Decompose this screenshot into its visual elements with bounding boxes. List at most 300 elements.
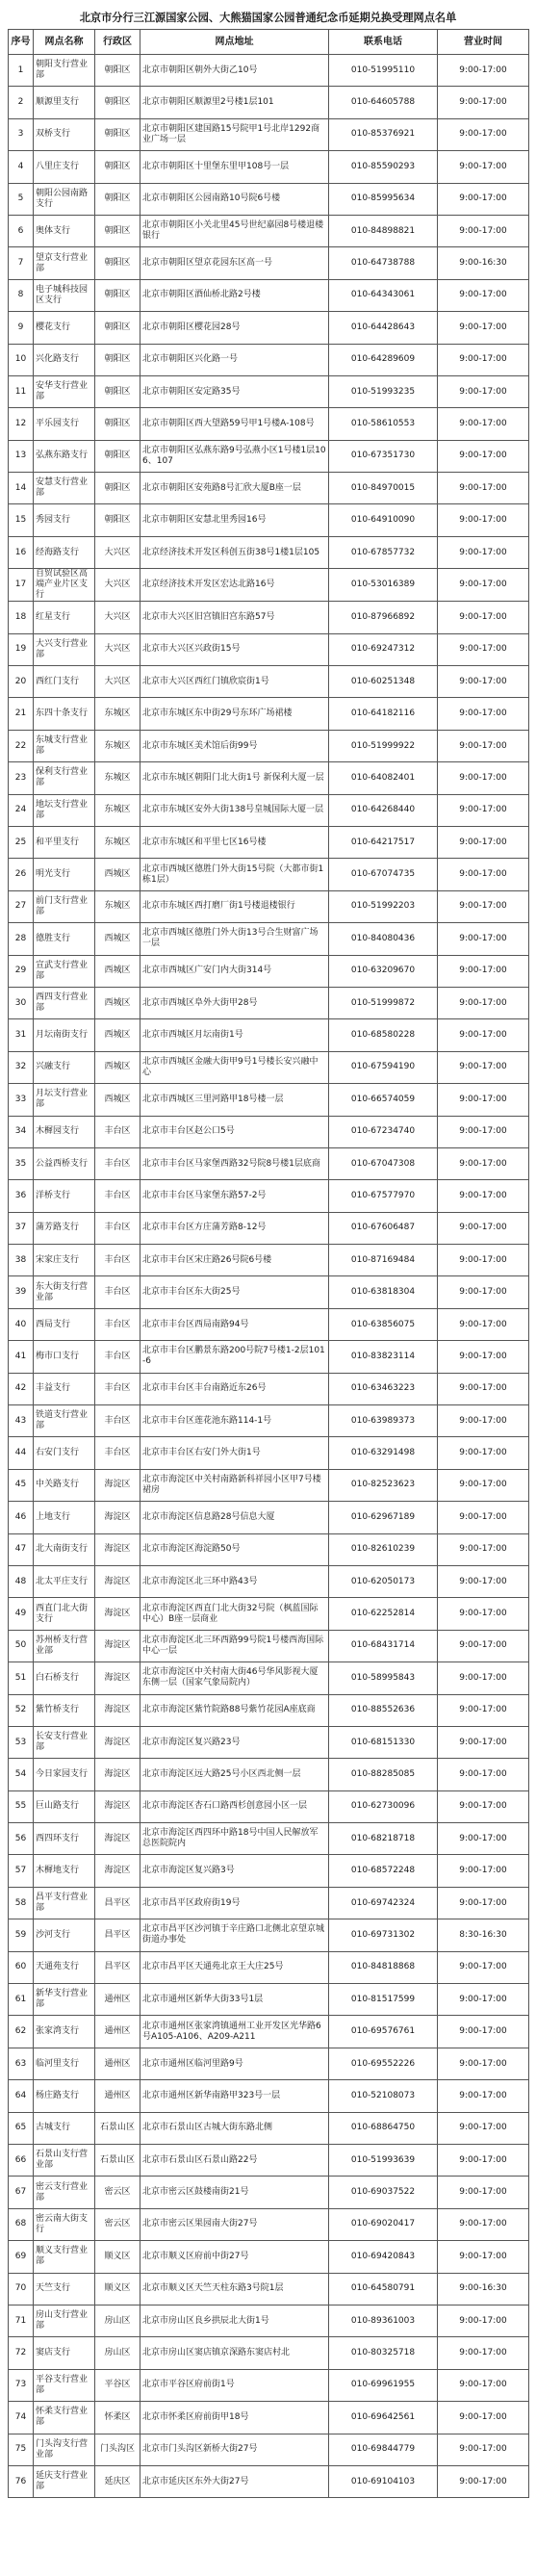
cell-index: 7 [9,247,34,279]
cell-branch-name: 自贸试验区高端产业片区支行 [34,569,95,602]
cell-phone: 010-64910090 [329,504,438,536]
cell-index: 6 [9,215,34,246]
cell-hours: 9:00-17:00 [438,1147,529,1179]
table-row [9,2434,529,2465]
cell-phone: 010-58995843 [329,1662,438,1694]
cell-district: 朝阳区 [95,279,140,311]
cell-hours: 9:00-17:00 [438,1887,529,1919]
cell-hours: 9:00-17:00 [438,2016,529,2048]
cell-address: 北京经济技术开发区宏达北路16号 [140,569,329,602]
cell-branch-name: 蒲芳路支行 [34,1212,95,1244]
cell-address: 北京市朝阳区十里堡东里甲108号一层 [140,151,329,183]
cell-phone: 010-64580791 [329,2273,438,2305]
table-row [9,2112,529,2144]
table-row [9,633,529,665]
table-row [9,118,529,150]
table-row [9,1951,529,1983]
cell-phone: 010-51993639 [329,2145,438,2177]
header-hours: 营业时间 [438,30,529,55]
cell-district: 西城区 [95,955,140,987]
cell-index: 8 [9,279,34,311]
cell-hours: 9:00-17:00 [438,1341,529,1373]
cell-phone: 010-85376921 [329,118,438,150]
cell-branch-name: 昌平支行营业部 [34,1887,95,1919]
cell-address: 北京市朝阳区顺源里2号楼1层101 [140,87,329,118]
cell-branch-name: 安慧支行营业部 [34,473,95,504]
cell-address: 北京市西城区德胜门外大街13号合生财富广场一层 [140,923,329,955]
table-row [9,2016,529,2048]
cell-index: 57 [9,1855,34,1887]
table-row [9,2241,529,2273]
cell-phone: 010-63463223 [329,1373,438,1404]
cell-branch-name: 西红门支行 [34,666,95,698]
cell-index: 24 [9,794,34,826]
cell-address: 北京市朝阳区安定路35号 [140,375,329,407]
cell-branch-name: 右安门支行 [34,1437,95,1469]
cell-branch-name: 兴融支行 [34,1051,95,1083]
cell-hours: 9:00-17:00 [438,55,529,87]
cell-branch-name: 西四支行营业部 [34,987,95,1018]
cell-index: 16 [9,536,34,568]
cell-district: 丰台区 [95,1147,140,1179]
cell-hours: 9:00-17:00 [438,987,529,1018]
cell-phone: 010-85995634 [329,183,438,215]
cell-phone: 010-89361003 [329,2305,438,2336]
cell-index: 65 [9,2112,34,2144]
cell-phone: 010-81517599 [329,1984,438,2016]
cell-hours: 9:00-17:00 [438,1502,529,1533]
cell-branch-name: 白石桥支行 [34,1662,95,1694]
cell-address: 北京市朝阳区安苑路8号汇欣大厦B座一层 [140,473,329,504]
cell-phone: 010-82523623 [329,1469,438,1501]
cell-address: 北京市朝阳区樱花园28号 [140,312,329,344]
cell-phone: 010-88285085 [329,1759,438,1790]
cell-index: 1 [9,55,34,87]
table-row [9,1984,529,2016]
cell-phone: 010-80325718 [329,2337,438,2369]
cell-address: 北京市海淀区紫竹院路88号紫竹花园A座底商 [140,1694,329,1726]
cell-phone: 010-67577970 [329,1180,438,1212]
table-row [9,698,529,730]
table-row [9,2465,529,2497]
cell-index: 19 [9,633,34,665]
cell-district: 大兴区 [95,666,140,698]
cell-district: 海淀区 [95,1630,140,1662]
cell-address: 北京市朝阳区望京花园东区高一号 [140,247,329,279]
cell-hours: 9:00-17:00 [438,1437,529,1469]
cell-district: 海淀区 [95,1823,140,1855]
cell-phone: 010-85590293 [329,151,438,183]
table-row [9,1051,529,1083]
cell-district: 东城区 [95,730,140,761]
cell-hours: 9:00-17:00 [438,408,529,440]
table-row [9,1598,529,1630]
cell-address: 北京市海淀区远大路25号小区西北侧一层 [140,1759,329,1790]
table-row [9,955,529,987]
cell-address: 北京市东城区安外大街138号皇城国际大厦一层 [140,794,329,826]
cell-phone: 010-64182116 [329,698,438,730]
cell-district: 朝阳区 [95,344,140,375]
cell-hours: 9:00-17:00 [438,1533,529,1565]
cell-address: 北京市房山区良乡拱辰北大街1号 [140,2305,329,2336]
cell-hours: 9:00-17:00 [438,1823,529,1855]
table-header-row [9,30,529,55]
cell-index: 47 [9,1533,34,1565]
cell-branch-name: 房山支行营业部 [34,2305,95,2336]
cell-district: 通州区 [95,1984,140,2016]
cell-hours: 9:00-17:00 [438,344,529,375]
cell-district: 西城区 [95,923,140,955]
table-row [9,1308,529,1340]
cell-phone: 010-82610239 [329,1533,438,1565]
table-row [9,923,529,955]
cell-hours: 9:00-17:00 [438,890,529,922]
cell-index: 27 [9,890,34,922]
cell-index: 58 [9,1887,34,1919]
cell-branch-name: 天竺支行 [34,2273,95,2305]
cell-hours: 9:00-17:00 [438,859,529,890]
cell-phone: 010-84898821 [329,215,438,246]
cell-phone: 010-62050173 [329,1565,438,1597]
cell-index: 4 [9,151,34,183]
table-row [9,666,529,698]
cell-hours: 9:00-17:00 [438,1019,529,1051]
cell-district: 丰台区 [95,1308,140,1340]
cell-district: 房山区 [95,2305,140,2336]
cell-hours: 9:00-17:00 [438,151,529,183]
cell-phone: 010-67594190 [329,1051,438,1083]
table-row [9,473,529,504]
cell-address: 北京市西城区广安门内大街314号 [140,955,329,987]
cell-index: 63 [9,2048,34,2079]
cell-index: 14 [9,473,34,504]
cell-phone: 010-84970015 [329,473,438,504]
cell-phone: 010-68151330 [329,1726,438,1758]
cell-index: 10 [9,344,34,375]
cell-address: 北京市东城区西打磨厂街1号楼退楼银行 [140,890,329,922]
cell-phone: 010-69844779 [329,2434,438,2465]
cell-phone: 010-69576761 [329,2016,438,2048]
cell-branch-name: 西直门北大街支行 [34,1598,95,1630]
cell-branch-name: 德胜支行 [34,923,95,955]
cell-district: 昌平区 [95,1887,140,1919]
cell-hours: 9:00-17:00 [438,1373,529,1404]
cell-hours: 9:00-17:00 [438,1790,529,1822]
cell-phone: 010-67047308 [329,1147,438,1179]
cell-branch-name: 上地支行 [34,1502,95,1533]
cell-index: 20 [9,666,34,698]
cell-index: 42 [9,1373,34,1404]
cell-address: 北京市朝阳区安慧北里秀园16号 [140,504,329,536]
cell-hours: 9:00-16:30 [438,247,529,279]
table-row [9,826,529,858]
cell-index: 37 [9,1212,34,1244]
cell-district: 朝阳区 [95,87,140,118]
cell-district: 东城区 [95,698,140,730]
cell-phone: 010-68218718 [329,1823,438,1855]
table-row [9,730,529,761]
cell-hours: 9:00-17:00 [438,215,529,246]
cell-hours: 9:00-17:00 [438,1630,529,1662]
header-index: 序号 [9,30,34,55]
cell-branch-name: 地坛支行营业部 [34,794,95,826]
cell-hours: 9:00-17:00 [438,1276,529,1308]
cell-hours: 9:00-17:00 [438,2112,529,2144]
cell-index: 76 [9,2465,34,2497]
cell-index: 69 [9,2241,34,2273]
cell-hours: 9:00-17:00 [438,1759,529,1790]
cell-district: 海淀区 [95,1662,140,1694]
table-row [9,2305,529,2336]
cell-index: 73 [9,2369,34,2401]
cell-address: 北京市通州区张家湾镇通州工业开发区光华路6号A105-A106、A209-A211 [140,2016,329,2048]
table-row [9,1887,529,1919]
cell-branch-name: 红星支行 [34,602,95,633]
cell-phone: 010-69037522 [329,2177,438,2208]
cell-phone: 010-63989373 [329,1405,438,1437]
cell-index: 9 [9,312,34,344]
cell-branch-name: 杨庄路支行 [34,2080,95,2112]
cell-address: 北京市海淀区复兴路23号 [140,1726,329,1758]
table-row [9,2177,529,2208]
cell-district: 东城区 [95,794,140,826]
table-row [9,1823,529,1855]
cell-phone: 010-51993235 [329,375,438,407]
cell-index: 3 [9,118,34,150]
cell-district: 昌平区 [95,1919,140,1951]
table-row [9,504,529,536]
table-row [9,344,529,375]
cell-hours: 9:00-17:00 [438,473,529,504]
cell-address: 北京市朝阳区酒仙桥北路2号楼 [140,279,329,311]
table-row [9,2080,529,2112]
cell-district: 朝阳区 [95,504,140,536]
cell-district: 通州区 [95,2080,140,2112]
cell-phone: 010-69731302 [329,1919,438,1951]
cell-index: 70 [9,2273,34,2305]
cell-branch-name: 和平里支行 [34,826,95,858]
cell-address: 北京市朝阳区小关北里45号世纪嘉园8号楼退楼银行 [140,215,329,246]
cell-branch-name: 前门支行营业部 [34,890,95,922]
table-row [9,1245,529,1276]
cell-district: 丰台区 [95,1212,140,1244]
cell-hours: 9:00-17:00 [438,2080,529,2112]
cell-phone: 010-64082401 [329,762,438,794]
table-row [9,1116,529,1147]
cell-phone: 010-63818304 [329,1276,438,1308]
cell-branch-name: 经海路支行 [34,536,95,568]
cell-district: 海淀区 [95,1726,140,1758]
cell-branch-name: 宣武支行营业部 [34,955,95,987]
cell-index: 33 [9,1084,34,1116]
table-row [9,1180,529,1212]
cell-district: 西城区 [95,1084,140,1116]
table-row [9,1147,529,1179]
cell-branch-name: 东大街支行营业部 [34,1276,95,1308]
cell-address: 北京市平谷区府前街1号 [140,2369,329,2401]
header-branch-name: 网点名称 [34,30,95,55]
cell-hours: 9:00-17:00 [438,2465,529,2497]
cell-district: 西城区 [95,1019,140,1051]
cell-address: 北京市海淀区信息路28号信息大厦 [140,1502,329,1533]
cell-branch-name: 明光支行 [34,859,95,890]
cell-branch-name: 月坛南街支行 [34,1019,95,1051]
cell-phone: 010-51995110 [329,55,438,87]
cell-hours: 9:00-17:00 [438,2177,529,2208]
cell-district: 丰台区 [95,1276,140,1308]
cell-phone: 010-63209670 [329,955,438,987]
cell-address: 北京市大兴区西红门镇欣宸街1号 [140,666,329,698]
cell-index: 12 [9,408,34,440]
cell-branch-name: 东四十条支行 [34,698,95,730]
cell-address: 北京市通州区新华南路甲323号一层 [140,2080,329,2112]
cell-branch-name: 月坛支行营业部 [34,1084,95,1116]
cell-hours: 9:00-17:00 [438,2145,529,2177]
cell-hours: 9:00-17:00 [438,2208,529,2240]
cell-hours: 9:00-17:00 [438,1308,529,1340]
cell-address: 北京市石景山区古城大街东路北侧 [140,2112,329,2144]
table-row [9,2145,529,2177]
cell-branch-name: 樱花支行 [34,312,95,344]
cell-address: 北京市海淀区海淀路50号 [140,1533,329,1565]
cell-district: 东城区 [95,762,140,794]
cell-branch-name: 西四环支行 [34,1823,95,1855]
cell-district: 朝阳区 [95,312,140,344]
cell-hours: 9:00-17:00 [438,923,529,955]
cell-branch-name: 木樨地支行 [34,1855,95,1887]
cell-phone: 010-69020417 [329,2208,438,2240]
cell-branch-name: 今日家园支行 [34,1759,95,1790]
cell-index: 28 [9,923,34,955]
table-row [9,1019,529,1051]
cell-district: 丰台区 [95,1373,140,1404]
cell-address: 北京市丰台区宋庄路26号院6号楼 [140,1245,329,1276]
cell-district: 丰台区 [95,1437,140,1469]
cell-address: 北京市昌平区政府街19号 [140,1887,329,1919]
cell-district: 丰台区 [95,1405,140,1437]
cell-phone: 010-88552636 [329,1694,438,1726]
cell-address: 北京市西城区三里河路甲18号楼一层 [140,1084,329,1116]
cell-phone: 010-67351730 [329,440,438,472]
cell-hours: 9:00-17:00 [438,602,529,633]
cell-district: 丰台区 [95,1245,140,1276]
cell-district: 朝阳区 [95,55,140,87]
cell-hours: 9:00-17:00 [438,1855,529,1887]
table-row [9,987,529,1018]
cell-branch-name: 公益西桥支行 [34,1147,95,1179]
cell-address: 北京市西城区月坛南街1号 [140,1019,329,1051]
cell-index: 72 [9,2337,34,2369]
cell-branch-name: 顺义支行营业部 [34,2241,95,2273]
cell-index: 11 [9,375,34,407]
cell-district: 平谷区 [95,2369,140,2401]
cell-branch-name: 巨山路支行 [34,1790,95,1822]
cell-branch-name: 木樨园支行 [34,1116,95,1147]
cell-address: 北京市海淀区西直门北大街32号院（枫蓝国际中心）B座一层商业 [140,1598,329,1630]
table-row [9,1533,529,1565]
cell-branch-name: 丰益支行 [34,1373,95,1404]
cell-branch-name: 宋家庄支行 [34,1245,95,1276]
cell-address: 北京市丰台区鹏景东路200号院7号楼1-2层101-6 [140,1341,329,1373]
cell-hours: 9:00-17:00 [438,698,529,730]
cell-hours: 9:00-17:00 [438,375,529,407]
cell-index: 61 [9,1984,34,2016]
cell-branch-name: 保利支行营业部 [34,762,95,794]
cell-district: 大兴区 [95,602,140,633]
cell-index: 26 [9,859,34,890]
cell-hours: 9:00-17:00 [438,1726,529,1758]
cell-address: 北京市丰台区西局南路94号 [140,1308,329,1340]
cell-index: 17 [9,569,34,602]
cell-district: 东城区 [95,890,140,922]
cell-address: 北京市东城区和平里七区16号楼 [140,826,329,858]
cell-hours: 9:00-17:00 [438,1662,529,1694]
table-row [9,2369,529,2401]
cell-hours: 9:00-17:00 [438,730,529,761]
cell-index: 53 [9,1726,34,1758]
cell-branch-name: 中关路支行 [34,1469,95,1501]
cell-phone: 010-67234740 [329,1116,438,1147]
cell-phone: 010-60251348 [329,666,438,698]
cell-phone: 010-51992203 [329,890,438,922]
cell-address: 北京市海淀区复兴路3号 [140,1855,329,1887]
table-row [9,602,529,633]
cell-branch-name: 双桥支行 [34,118,95,150]
cell-district: 丰台区 [95,1116,140,1147]
cell-address: 北京市顺义区府前中街27号 [140,2241,329,2273]
table-row [9,2402,529,2434]
cell-branch-name: 铁道支行营业部 [34,1405,95,1437]
cell-address: 北京市东城区东中街29号东环广场裙楼 [140,698,329,730]
cell-address: 北京市朝阳区弘燕东路9号弘燕小区1号楼1层106、107 [140,440,329,472]
cell-district: 西城区 [95,1051,140,1083]
cell-hours: 9:00-17:00 [438,2337,529,2369]
cell-index: 46 [9,1502,34,1533]
cell-index: 38 [9,1245,34,1276]
cell-district: 昌平区 [95,1951,140,1983]
table-row [9,1502,529,1533]
cell-phone: 010-51999872 [329,987,438,1018]
cell-district: 海淀区 [95,1855,140,1887]
cell-district: 石景山区 [95,2145,140,2177]
cell-district: 延庆区 [95,2465,140,2497]
cell-branch-name: 延庆支行营业部 [34,2465,95,2497]
cell-address: 北京市东城区美术馆后街99号 [140,730,329,761]
cell-phone: 010-69420843 [329,2241,438,2273]
cell-phone: 010-63856075 [329,1308,438,1340]
cell-address: 北京市丰台区赵公口5号 [140,1116,329,1147]
cell-phone: 010-67606487 [329,1212,438,1244]
cell-hours: 9:00-17:00 [438,2402,529,2434]
cell-branch-name: 长安支行营业部 [34,1726,95,1758]
cell-index: 29 [9,955,34,987]
cell-hours: 9:00-17:00 [438,536,529,568]
table-row [9,215,529,246]
cell-address: 北京市西城区阜外大街甲28号 [140,987,329,1018]
cell-address: 北京市门头沟区新桥大街27号 [140,2434,329,2465]
cell-hours: 9:00-17:00 [438,2305,529,2336]
cell-phone: 010-68572248 [329,1855,438,1887]
cell-branch-name: 梅市口支行 [34,1341,95,1373]
cell-branch-name: 西局支行 [34,1308,95,1340]
cell-address: 北京市海淀区北三环西路99号院1号楼西海国际中心一层 [140,1630,329,1662]
cell-hours: 9:00-17:00 [438,2048,529,2079]
table-row [9,794,529,826]
cell-address: 北京市朝阳区建国路15号院甲1号北岸1292商业广场一层 [140,118,329,150]
cell-index: 39 [9,1276,34,1308]
cell-index: 2 [9,87,34,118]
table-row [9,2208,529,2240]
